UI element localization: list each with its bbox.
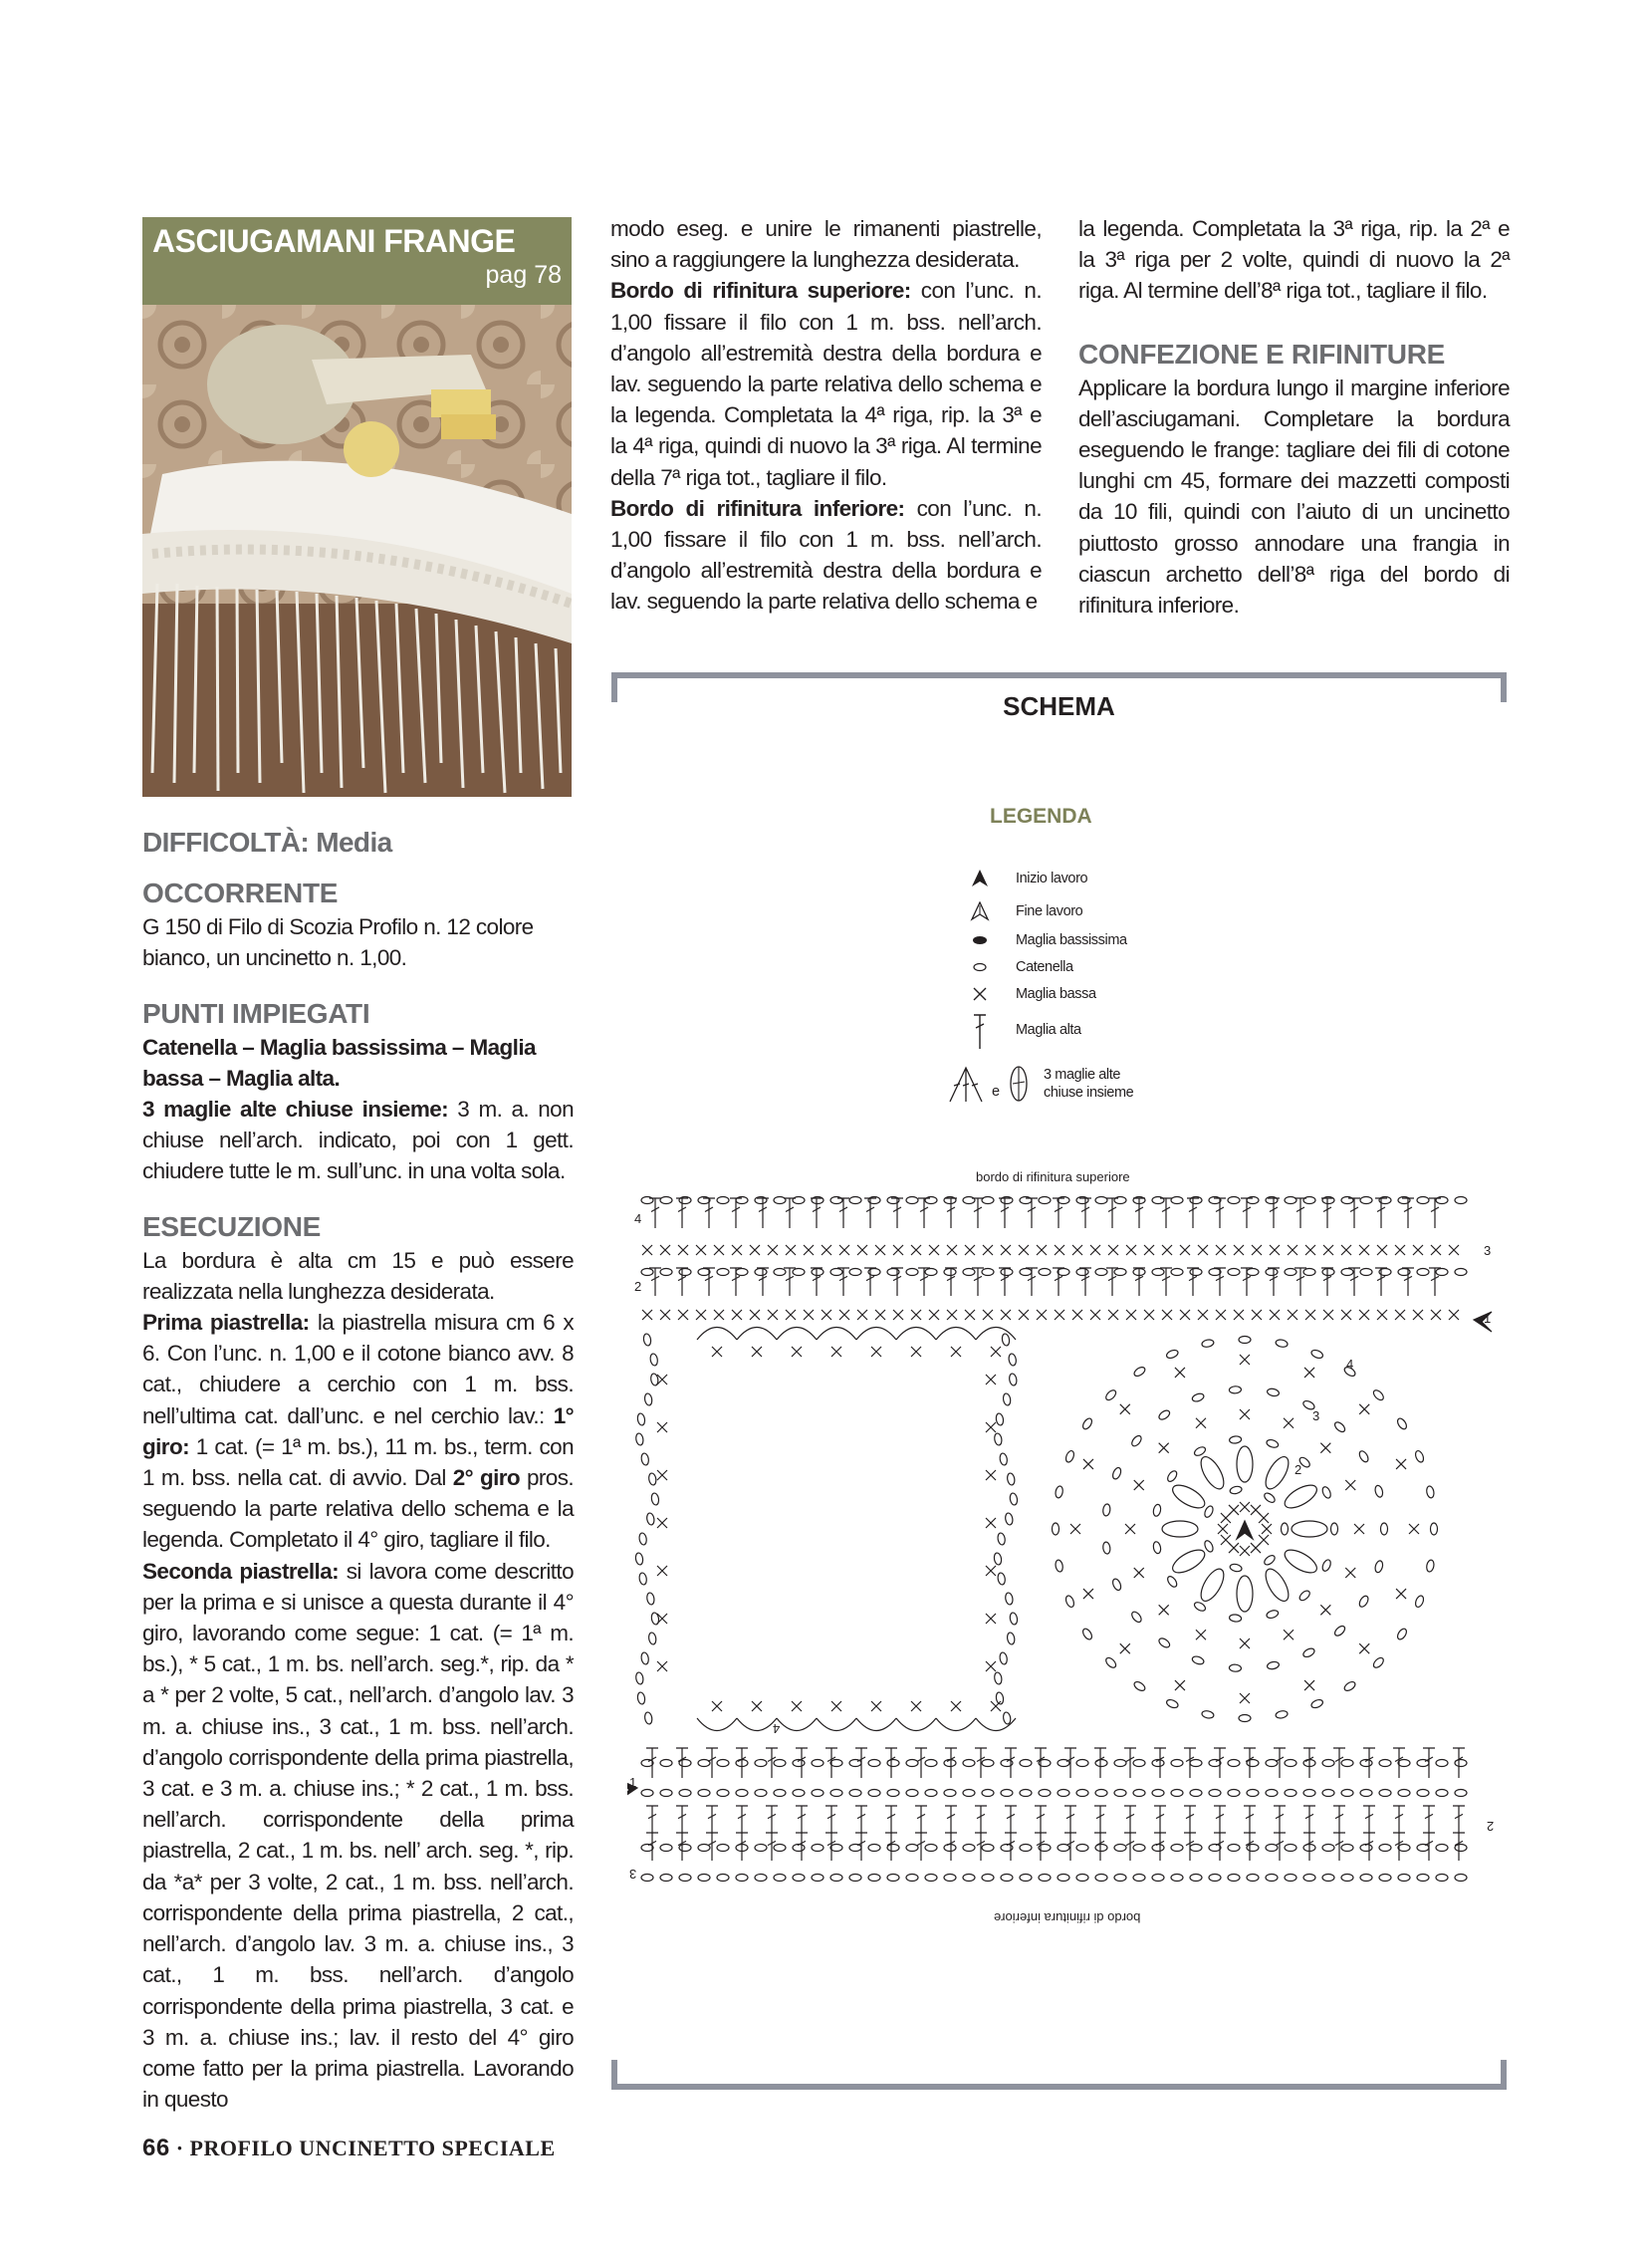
seconda-piastrella-text: Seconda piastrella: si lavora come descritto per la prima e si unisce a questa durante il 4° giro, lavorando come segue: 1 cat. (= 1ª m. bs.), * 5 cat., 1 m. bs. nell’arch. seg.*, rip. da * a * per 2 volte, 5 cat., nell’arch. d’angolo lav. 3 m. a. chiuse ins., 3 cat., 1 m. bss. nell’arch. d’angolo corrispondente della prima piastrella, 3 cat. e 3 m. a. chiuse ins.; * 2 cat., 1 m. bss. nell’arch. corrispondente della prima piastrella, 2 cat., 1 m. bs. nell’ arch. seg. *, rip. da *a* per 3 volte, 2 cat., 1 m. bss. nell’arch. corrispondente della prima piastrella, 2 cat., nell’arch. d’angolo lav. 3 m. a. chiuse ins., 3 cat., 1 m. bss. nell’arch. d’angolo corrispondente della prima piastrella, 3 cat. e 3 m. a. chiuse ins.; lav. il resto del 4° giro come fatto per la prima piastrella. Lavorando in questo <box>142 1558 574 2113</box>
page-reference: pag 78 <box>485 261 562 289</box>
column-1 <box>142 827 574 2115</box>
end-arrow-icon <box>970 901 990 921</box>
legend-row: Catenella <box>966 955 1265 979</box>
col2-intro: modo eseg. e unire le rimanenti piastrelle, sino a raggiungere la lunghezza desiderata. <box>610 216 1042 273</box>
confezione-heading: CONFEZIONE E RIFINITURE <box>1078 338 1445 370</box>
legend-title: LEGENDA <box>990 805 1092 828</box>
row-number: 3 <box>1484 1243 1492 1258</box>
row-number: 3 <box>629 1867 637 1882</box>
legend-row-cluster: e 3 maglie alte chiuse insieme <box>946 1064 1245 1108</box>
page-number: 66 <box>142 2135 170 2161</box>
legend-row: Inizio lavoro <box>966 867 1265 892</box>
occorrente-heading: OCCORRENTE <box>142 878 339 909</box>
difficulty: DIFFICOLTÀ: Media <box>142 827 392 858</box>
schema-title: SCHEMA <box>1003 691 1115 721</box>
cluster-oval-icon <box>1006 1064 1032 1104</box>
legend-row: Maglia bassissima <box>966 928 1265 952</box>
chain-icon <box>970 961 990 973</box>
legend-row: Maglia bassa <box>966 982 1265 1006</box>
confezione-text: Applicare la bordura lungo il margine inferiore dell’asciugamani. Completare la bordura eseguendo le frange: tagliare dei fili di cotone lunghi cm 45, formare dei mazzetti composti da 10 fili, quindi con l’aiuto di un uncinetto piuttosto grosso annodare una frangia in ciascun archetto dell’8ª riga del bordo di rifinitura inferiore. <box>1078 375 1510 619</box>
punti-text: Catenella – Maglia bassissima – Maglia bassa – Maglia alta. <box>142 1034 536 1091</box>
esecuzione-text: La bordura è alta cm 15 e può essere realizzata nella lunghezza desiderata. <box>142 1247 574 1304</box>
tile-round-number: 2 <box>1294 1462 1302 1477</box>
row-number: 1 <box>629 1775 637 1790</box>
legend-row: Maglia alta <box>966 1012 1265 1052</box>
start-arrow-icon <box>970 869 990 888</box>
slip-stitch-icon <box>970 934 990 946</box>
bordo-inferiore-text: Bordo di rifinitura inferiore: con l’unc. n. 1,00 fissare il filo con 1 m. bss. nell’arch. d’angolo all’estremità destra della bordura e lav. seguendo la parte relativa dello schema e <box>610 495 1042 615</box>
esecuzione-heading: ESECUZIONE <box>142 1210 322 1242</box>
bottom-border-label: bordo di rifinitura inferiore <box>994 1910 1141 1925</box>
crochet-diagram <box>627 1190 1504 1917</box>
schema-frame-bottom <box>611 2060 1507 2090</box>
row-number: 2 <box>634 1279 642 1294</box>
single-crochet-icon <box>970 986 990 1002</box>
occorrente-text: G 150 di Filo di Scozia Profilo n. 12 colore bianco, un uncinetto n. 1,00. <box>142 914 534 971</box>
title-box <box>142 217 572 305</box>
column-2 <box>610 213 1042 618</box>
row-number: 2 <box>1487 1819 1495 1834</box>
prima-piastrella-text: Prima piastrella: la piastrella misura cm 6 x 6. Con l’unc. n. 1,00 e il cotone bianco avv. 8 cat., chiudere a cerchio con 1 m. bss. nell’ultima cat. dall’unc. e nel cerchio lav.: 1° giro: 1 cat. (= 1ª m. bs.), 11 m. bs., term. con 1 m. bss. nella cat. di avvio. Dal 2° giro pros. seguendo la parte relativa dello schema e la legenda. Completato il 4° giro, tagliare il filo. <box>142 1310 575 1553</box>
column-3 <box>1078 213 1510 621</box>
tile-round-number: 4 <box>773 1721 781 1736</box>
project-title: ASCIUGAMANI FRANGE <box>152 223 516 259</box>
bordo-superiore-text: Bordo di rifinitura superiore: con l’unc. n. 1,00 fissare il filo con 1 m. bss. nell’arch. d’angolo all’estremità destra della bordura e lav. seguendo la parte relativa dello schema e la legenda. Completata la 4ª riga, rip. la 3ª e la 4ª riga, quindi di nuovo la 3ª riga. Al termine della 7ª riga tot., tagliare il filo. <box>610 278 1042 490</box>
tre-maglie-text: 3 maglie alte chiuse insieme: 3 m. a. non chiuse nell’arch. indicato, poi con 1 gett. chiudere tutte le m. sull’unc. in una volta sola. <box>142 1097 575 1184</box>
page-footer: 66 · PROFILO UNCINETTO SPECIALE <box>142 2135 556 2161</box>
towel-fringe-photo <box>142 305 572 797</box>
punti-heading: PUNTI IMPIEGATI <box>142 997 370 1029</box>
magazine-name: PROFILO UNCINETTO SPECIALE <box>189 2136 556 2160</box>
tile-round-number: 4 <box>1346 1357 1354 1372</box>
row-number: 1 <box>1484 1311 1492 1326</box>
double-crochet-icon <box>970 1012 990 1052</box>
tile-round-number: 3 <box>1312 1408 1320 1423</box>
top-border-label: bordo di rifinitura superiore <box>976 1169 1130 1184</box>
col3-intro: la legenda. Completata la 3ª riga, rip. la 2ª e la 3ª riga per 2 volte, quindi di nuovo la 2ª riga. Al termine dell’8ª riga tot., tagliare il filo. <box>1078 216 1510 304</box>
cluster-icon <box>946 1064 986 1104</box>
legend-row: Fine lavoro <box>966 899 1265 925</box>
row-number: 4 <box>634 1211 642 1226</box>
